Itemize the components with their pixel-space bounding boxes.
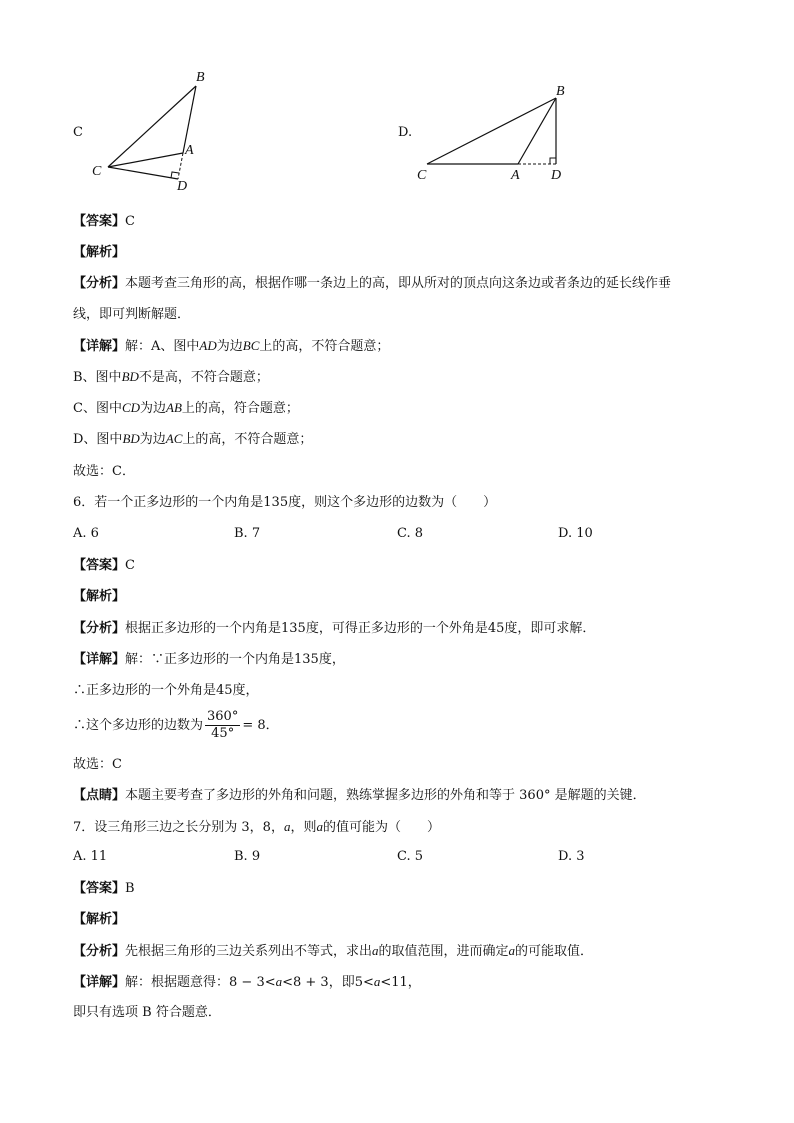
q7-option-d: D. 3 bbox=[558, 849, 585, 864]
q6-detail-1: 【详解】解：∵正多边形的一个内角是135度， bbox=[73, 652, 345, 667]
q6-analysis-heading: 【解析】 bbox=[73, 589, 126, 604]
q6-option-a: A. 6 bbox=[73, 526, 99, 541]
q7-detail-1: 【详解】解：根据题意得：8 − 3<a<8 + 3，即5<a<11， bbox=[73, 974, 421, 990]
q5-answer: 【答案】C bbox=[73, 214, 135, 229]
q6-answer: 【答案】C bbox=[73, 558, 135, 573]
label-b: B bbox=[196, 70, 205, 85]
q5-fenxi: 【分析】本题考查三角形的高，根据作哪一条边上的高，即从所对的顶点向这条边或者条边的延长线作垂 bbox=[73, 276, 672, 291]
q5-detail-3: C、图中CD为边AB上的高，符合题意； bbox=[73, 400, 299, 416]
segment-cd bbox=[108, 167, 178, 179]
label-c: C bbox=[92, 164, 102, 179]
q6-conclusion: 故选：C bbox=[73, 757, 122, 772]
q7-fenxi: 【分析】先根据三角形的三边关系列出不等式，求出a的取值范围，进而确定a的可能取值． bbox=[73, 943, 594, 959]
q6-fenxi: 【分析】根据正多边形的一个内角是135度，可得正多边形的一个外角是45度，即可求解． bbox=[73, 621, 596, 636]
q6-detail-2: ∴正多边形的一个外角是45度， bbox=[73, 683, 259, 698]
q5-fenxi-cont: 线，即可判断解题． bbox=[73, 307, 191, 322]
q6-stem: 6．若一个正多边形的一个内角是135度，则这个多边形的边数为（ ） bbox=[73, 495, 497, 510]
q7-stem: 7．设三角形三边之长分别为 3，8，a，则a的值可能为（ ） bbox=[73, 819, 440, 835]
q5-conclusion: 故选：C． bbox=[73, 464, 135, 479]
q5-detail-4: D、图中BD为边AC上的高，不符合题意； bbox=[73, 431, 313, 447]
right-angle-mark bbox=[550, 158, 556, 164]
q6-option-d: D. 10 bbox=[558, 526, 593, 541]
figure-c-option-label: C bbox=[73, 125, 83, 140]
label-d: D bbox=[551, 168, 562, 183]
label-b: B bbox=[556, 84, 565, 99]
q7-option-b: B. 9 bbox=[234, 849, 261, 864]
q6-option-c: C. 8 bbox=[397, 526, 424, 541]
q6-detail-3: ∴这个多边形的边数为 $\frac{360^\circ}{45^\circ}$ = 8． bbox=[73, 709, 279, 741]
q7-analysis-heading: 【解析】 bbox=[73, 912, 126, 927]
q5-detail-1: 【详解】解：A、图中AD为边BC上的高，不符合题意； bbox=[73, 338, 390, 354]
q7-option-a: A. 11 bbox=[73, 849, 108, 864]
q6-dianjing: 【点睛】本题主要考查了多边形的外角和问题，熟练掌握多边形的外角和等于 360° 是解题的关键． bbox=[73, 788, 646, 803]
label-d: D bbox=[177, 179, 188, 194]
q6-option-b: B. 7 bbox=[234, 526, 261, 541]
fraction: $\frac{360^\circ}{45^\circ}$ bbox=[207, 709, 239, 741]
figure-c-triangle bbox=[85, 65, 215, 200]
segment-ad-dashed bbox=[178, 153, 183, 179]
figure-d-option-label: D. bbox=[398, 125, 413, 140]
label-a: A bbox=[185, 143, 194, 158]
figure-d-triangle bbox=[410, 78, 580, 188]
q5-detail-2: B、图中BD不是高，不符合题意； bbox=[73, 369, 269, 385]
q7-answer: 【答案】B bbox=[73, 881, 135, 896]
right-angle-mark bbox=[171, 172, 179, 178]
segment-ca bbox=[108, 153, 183, 167]
q7-option-c: C. 5 bbox=[397, 849, 424, 864]
q7-detail-2: 即只有选项 B 符合题意． bbox=[73, 1005, 221, 1020]
label-a: A bbox=[511, 168, 520, 183]
label-c: C bbox=[417, 168, 427, 183]
q5-analysis-heading: 【解析】 bbox=[73, 245, 126, 260]
